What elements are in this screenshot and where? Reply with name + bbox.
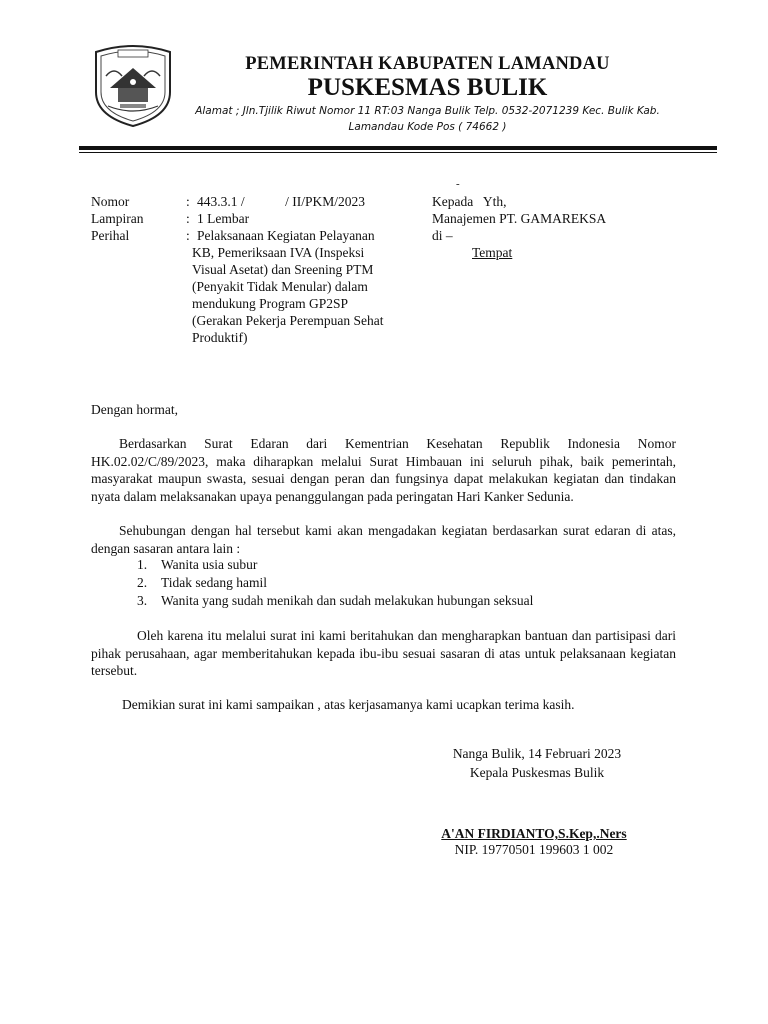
lampiran-value: 1 Lembar bbox=[197, 211, 250, 226]
list-item bbox=[137, 593, 533, 609]
signatory-nip: NIP. 19770501 199603 1 002 bbox=[454, 842, 614, 857]
perihal-line: Pelaksanaan Kegiatan Pelayanan bbox=[197, 228, 375, 243]
header-divider-thick bbox=[79, 146, 717, 150]
perihal-line: mendukung Program GP2SP bbox=[192, 296, 349, 311]
perihal-line: Visual Asetat) dan Sreening PTM bbox=[192, 262, 374, 277]
list-number: 1. bbox=[137, 557, 148, 572]
place-date: Nanga Bulik, 14 Februari 2023 bbox=[452, 746, 622, 761]
list-text: Tidak sedang hamil bbox=[161, 575, 267, 590]
lampiran-label: Lampiran bbox=[91, 211, 144, 226]
recipient-line-1: Kepada Yth, bbox=[432, 194, 507, 209]
institution-name: PUSKESMAS BULIK bbox=[307, 74, 548, 101]
perihal-line: (Gerakan Pekerja Perempuan Sehat bbox=[192, 313, 384, 328]
list-number: 3. bbox=[137, 593, 148, 608]
greeting: Dengan hormat, bbox=[91, 402, 178, 417]
list-number: 2. bbox=[137, 575, 148, 590]
perihal-colon: : bbox=[186, 228, 190, 243]
perihal-line: (Penyakit Tidak Menular) dalam bbox=[192, 279, 368, 294]
list-text: Wanita usia subur bbox=[161, 557, 258, 572]
header-divider-thin bbox=[79, 152, 717, 153]
nomor-value: 443.3.1 / / II/PKM/2023 bbox=[197, 194, 366, 209]
lampiran-colon: : bbox=[186, 211, 190, 226]
nomor-colon: : bbox=[186, 194, 190, 209]
address-line-2: Lamandau Kode Pos ( 74662 ) bbox=[348, 121, 507, 133]
perihal-value bbox=[192, 227, 422, 346]
recipient-tempat: Tempat bbox=[472, 245, 513, 260]
list-text: Wanita yang sudah menikah dan sudah melakukan hubungan seksual bbox=[161, 593, 534, 608]
perihal-label: Perihal bbox=[91, 228, 130, 243]
list-item bbox=[137, 557, 257, 573]
government-name: PEMERINTAH KABUPATEN LAMANDAU bbox=[245, 54, 610, 74]
paragraph-4: Demikian surat ini kami sampaikan , atas kerjasamanya kami ucapkan terima kasih. bbox=[122, 697, 575, 712]
signatory-name: A'AN FIRDIANTO,S.Kep,.Ners bbox=[441, 826, 627, 841]
small-mark: - bbox=[456, 178, 460, 190]
paragraph-2: Sehubungan dengan hal tersebut kami akan mengadakan kegiatan berdasarkan surat edaran di atas, dengan sasaran antara lain : bbox=[91, 523, 676, 556]
regency-logo bbox=[88, 42, 178, 128]
nomor-label: Nomor bbox=[91, 194, 130, 209]
address-line-1: Alamat ; Jln.Tjilik Riwut Nomor 11 RT:03 Nanga Bulik Telp. 0532-2071239 Kec. Bulik Kab. bbox=[195, 105, 660, 117]
list-item bbox=[137, 575, 267, 591]
address bbox=[180, 103, 675, 135]
recipient-di: di – bbox=[432, 228, 453, 243]
paragraph-3: Oleh karena itu melalui surat ini kami beritahukan dan mengharapkan bantuan dan partisipasi dari pihak perusahaan, agar memberitahukan kepada ibu-ibu sesuai sasaran di atas untuk pelaksanaan kegiatan tersebut. bbox=[91, 628, 676, 678]
perihal-line: Produktif) bbox=[192, 330, 248, 345]
perihal-line: KB, Pemeriksaan IVA (Inspeksi bbox=[192, 245, 365, 260]
signatory-position: Kepala Puskesmas Bulik bbox=[469, 765, 605, 780]
paragraph-1: Berdasarkan Surat Edaran dari Kementrian Kesehatan Republik Indonesia Nomor HK.02.02/C/89/2023, maka diharapkan melalui Surat Himbauan ini seluruh pihak, baik pemerintah, masyarakat maupun swasta, sesuai dengan peran dan fungsinya dapat melakukan kegiatan dan tindakan nyata dalam melaksanakan upaya penanggulangan pada peringatan Hari Kanker Sedunia. bbox=[91, 436, 676, 504]
recipient-company: Manajemen PT. GAMAREKSA bbox=[432, 211, 607, 226]
